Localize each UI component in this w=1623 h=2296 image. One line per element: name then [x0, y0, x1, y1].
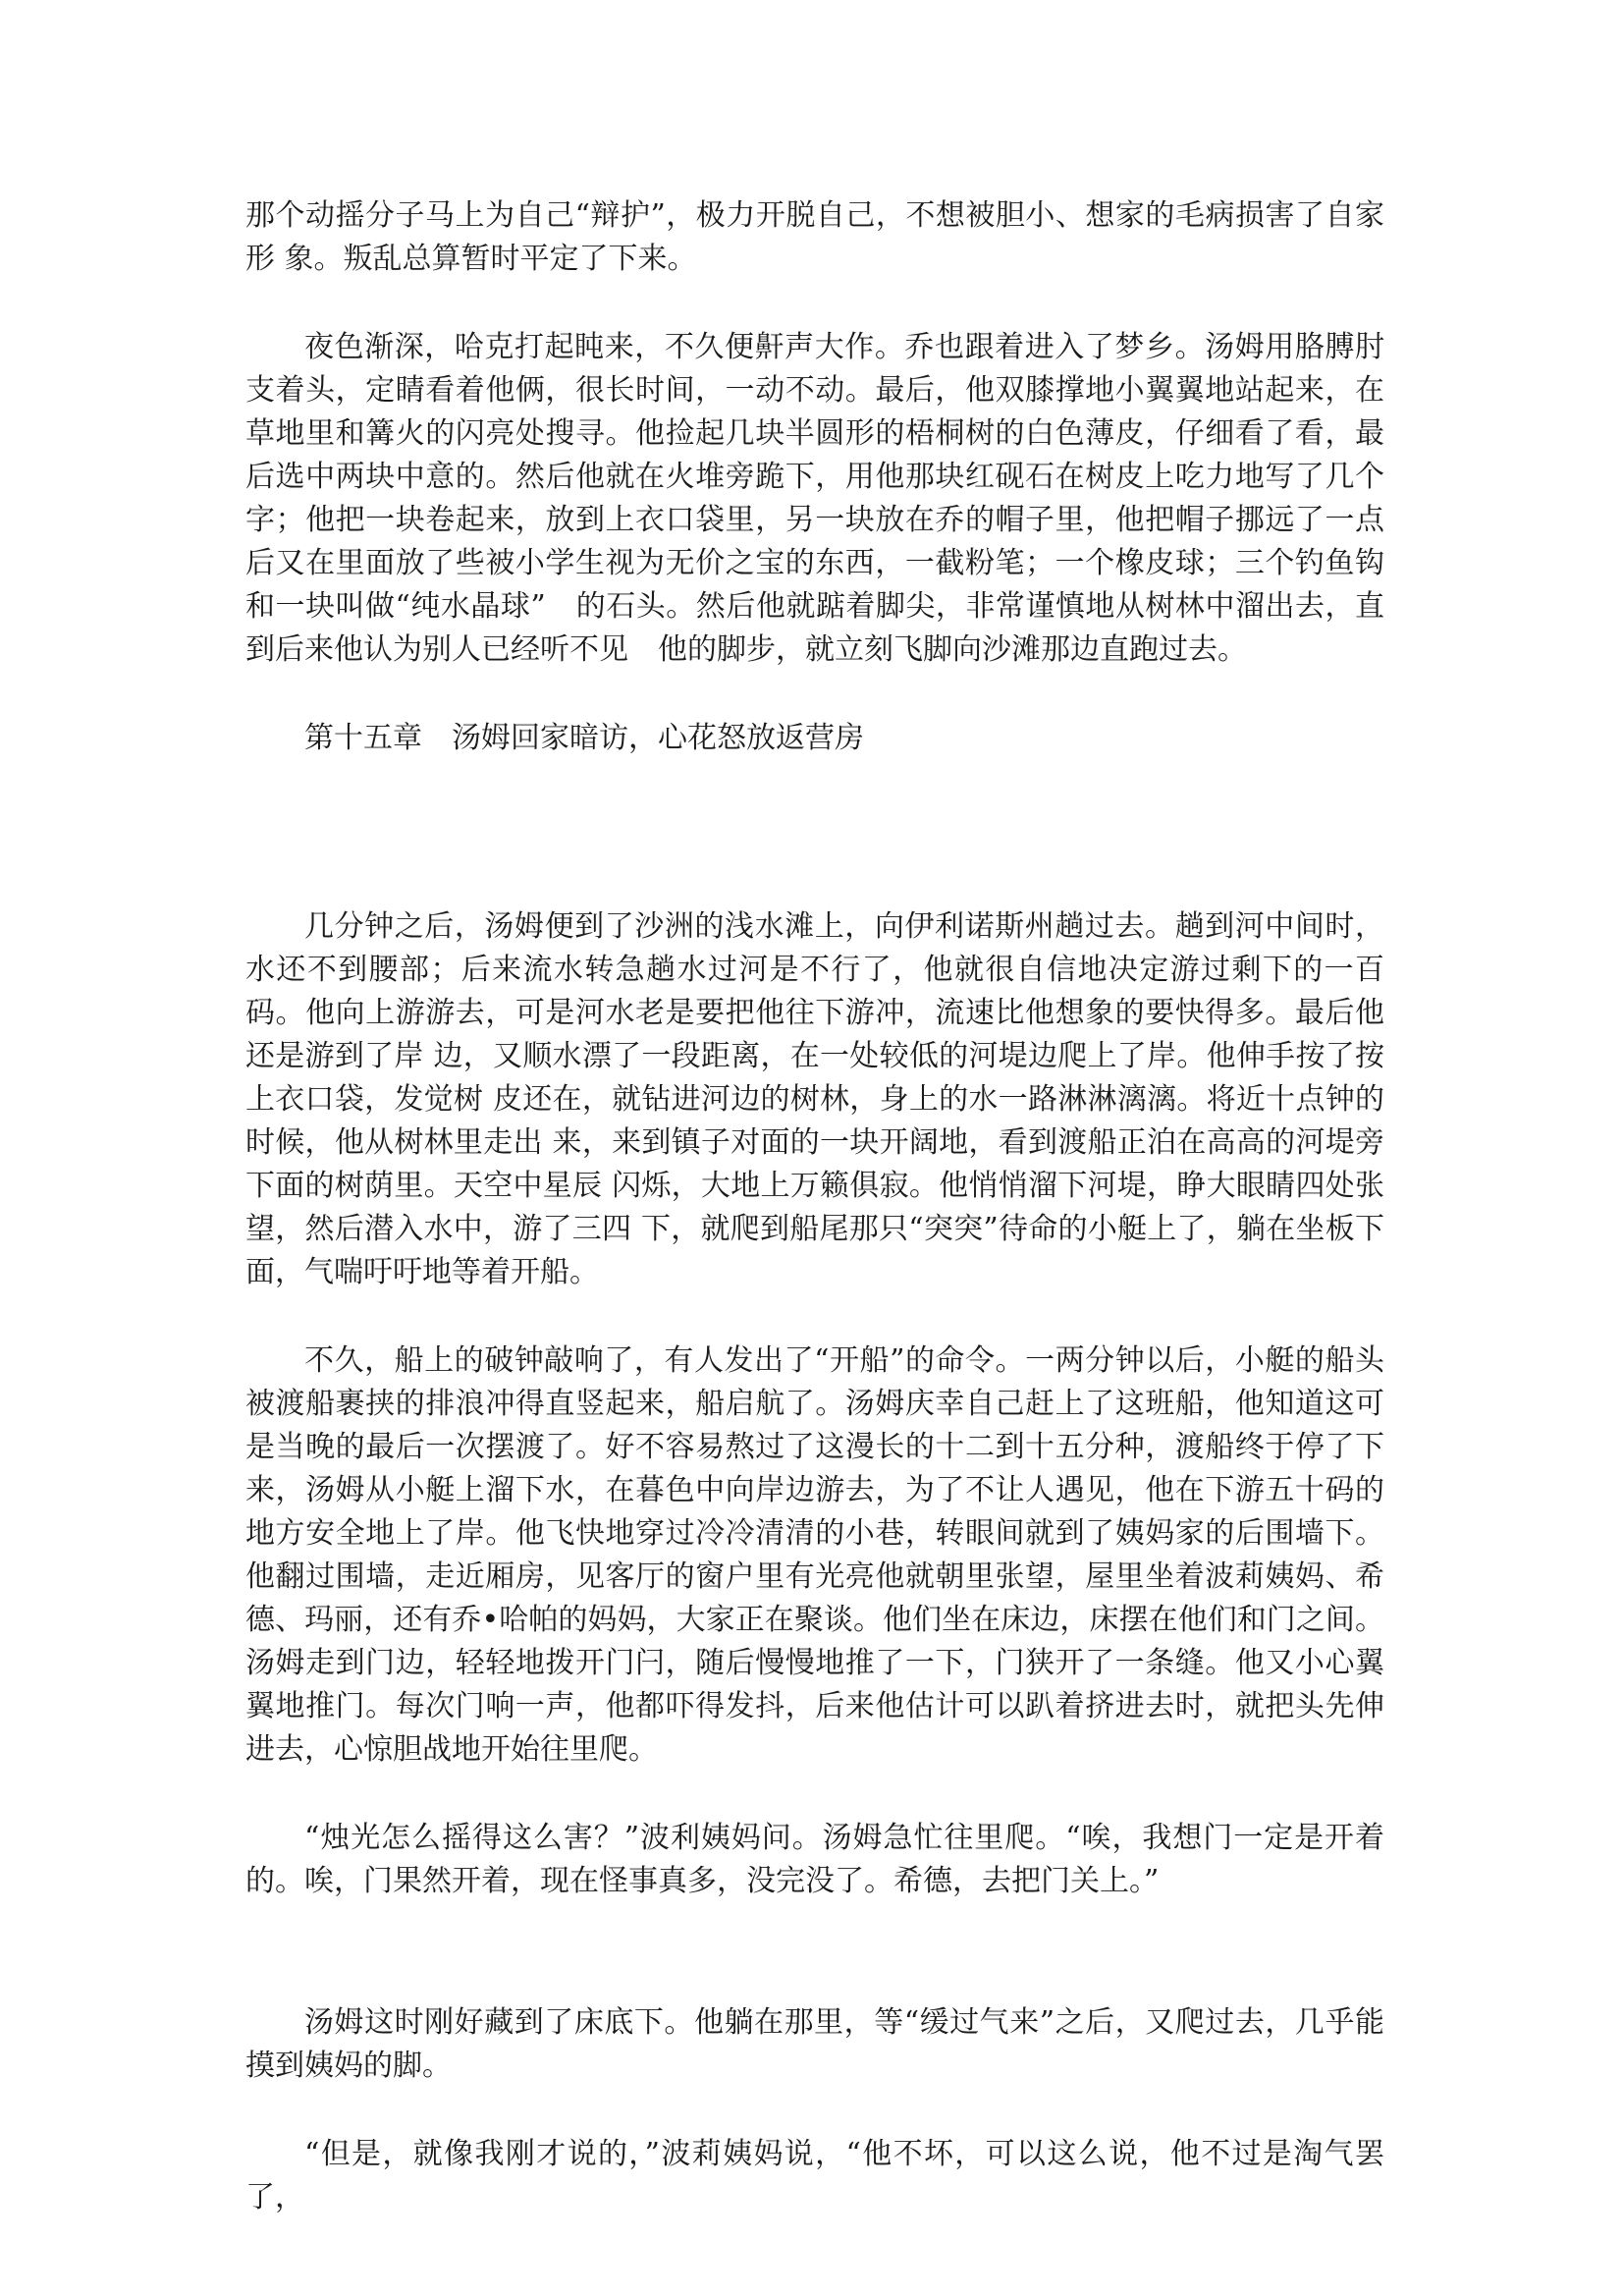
paragraph-swim: 几分钟之后，汤姆便到了沙洲的浅水滩上，向伊利诺斯州趟过去。趟到河中间时，水还不到腰部；后来流水转急趟水过河是不行了，他就很自信地决定游过剩下的一百码。他向上游游去，可是河水老是要把他往下游冲，流速比他想象的要快得多。最后他还是游到了岸 边，又顺水漂了一段距离，在一处较低的河堤边爬上了岸。他伸手按了按上衣口袋，发觉树 皮还在，就钻进河边的树林，身上的水一路淋淋漓漓。将近十点钟的时候，他从树林里走出 来，来到镇子对面的一块开阔地，看到渡船正泊在高高的河堤旁下面的树荫里。天空中星辰 闪烁，大地上万籁俱寂。他悄悄溜下河堤，睁大眼睛四处张望，然后潜入水中，游了三四 下，就爬到船尾那只“突突”待命的小艇上了，躺在坐板下面，气喘吁吁地等着开船。	[245, 909, 1384, 1289]
paragraph-candle: “烛光怎么摇得这么害？”波利姨妈问。汤姆急忙往里爬。“唉，我想门一定是开着的。唉，门果然开着，现在怪事真多，没完没了。希德，去把门关上。”	[245, 1821, 1384, 1898]
paragraph-under-bed: 汤姆这时刚好藏到了床底下。他躺在那里，等“缓过气来”之后，又爬过去，几乎能摸到姨妈的脚。	[245, 2005, 1384, 2083]
paragraph-spacer	[245, 1294, 1384, 1339]
paragraph-spacer	[245, 2088, 1384, 2133]
paragraph-spacer	[245, 1903, 1384, 2001]
paragraph-spacer	[245, 281, 1384, 326]
paragraph-spacer	[245, 672, 1384, 717]
chapter-heading: 第十五章 汤姆回家暗访，心花怒放返营房	[304, 721, 864, 755]
paragraph-continuation: 那个动摇分子马上为自己“辩护”，极力开脱自己，不想被胆小、想家的毛病损害了自家形 象。叛乱总算暂时平定了下来。	[245, 198, 1384, 276]
chapter-spacer	[245, 760, 1384, 905]
paragraph-ferry: 不久，船上的破钟敲响了，有人发出了“开船”的命令。一两分钟以后，小艇的船头被渡船裹挟的排浪冲得直竖起来，船启航了。汤姆庆幸自己赶上了这班船，他知道这可是当晚的最后一次摆渡了。好不容易熬过了这漫长的十二到十五分种，渡船终于停了下来，汤姆从小艇上溜下水，在暮色中向岸边游去，为了不让人遇见，他在下游五十码的地方安全地上了岸。他飞快地穿过冷冷清清的小巷，转眼间就到了姨妈家的后围墙下。他翻过围墙，走近厢房，见客厅的窗户里有光亮他就朝里张望，屋里坐着波莉姨妈、希德、玛丽，还有乔•哈帕的妈妈，大家正在聚谈。他们坐在床边，床摆在他们和门之间。汤姆走到门边，轻轻地拨开门闩，随后慢慢地推了一下，门狭开了一条缝。他又小心翼翼地推门。每次门响一声，他都吓得发抖，后来他估计可以趴着挤进去时，就把头先伸进去，心惊胆战地开始往里爬。	[245, 1343, 1384, 1767]
paragraph-night: 夜色渐深，哈克打起盹来，不久便鼾声大作。乔也跟着进入了梦乡。汤姆用胳膊肘支着头，定睛看着他俩，很长时间，一动不动。最后，他双膝撑地小翼翼地站起来，在草地里和篝火的闪亮处搜寻。他捡起几块半圆形的梧桐树的白色薄皮，仔细看了看，最后选中两块中意的。然后他就在火堆旁跪下，用他那块红砚石在树皮上吃力地写了几个字；他把一块卷起来，放到上衣口袋里，另一块放在乔的帽子里，他把帽子挪远了一点后又在里面放了些被小学生视为无价之宝的东西，一截粉笔；一个橡皮球；三个钓鱼钩和一块叫做“纯水晶球” 的石头。然后他就踮着脚尖，非常谨慎地从树林中溜出去，直到后来他认为别人已经听不见 他的脚步，就立刻飞脚向沙滩那边直跑过去。	[245, 330, 1384, 667]
paragraph-aunt-polly: “但是，就像我刚才说的，”波莉姨妈说，“他不坏，可以这么说，他不过是淘气罢 了，	[245, 2137, 1384, 2214]
paragraph-spacer	[245, 1772, 1384, 1817]
document-body	[245, 194, 1384, 2219]
